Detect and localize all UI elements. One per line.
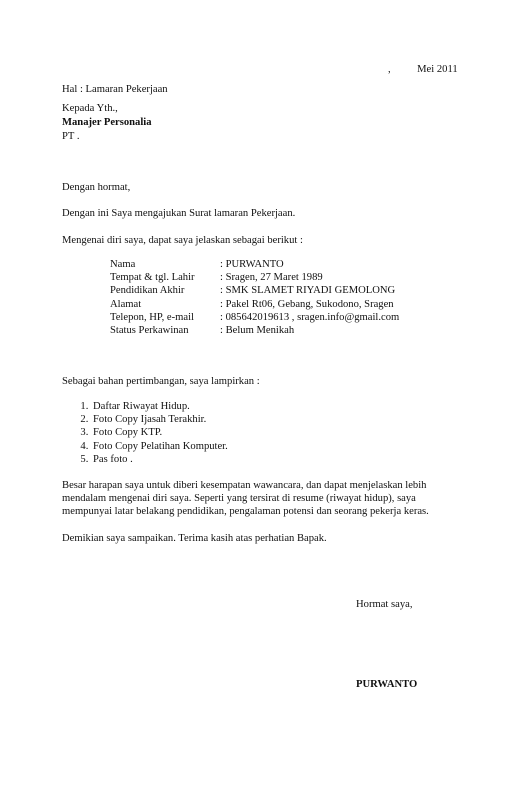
- identity-value: : Sragen, 27 Maret 1989: [220, 272, 323, 284]
- identity-label: Tempat & tgl. Lahir: [110, 272, 195, 284]
- identity-value: : SMK SLAMET RIYADI GEMOLONG: [220, 285, 396, 297]
- identity-label: Pendidikan Akhir: [110, 285, 185, 297]
- identity-row-name: [110, 258, 399, 271]
- body-line: mempunyai latar belakang pendidikan, pengalaman potensi dan seorang pekerja keras.: [62, 506, 429, 518]
- attachments-list-wrap: [75, 400, 228, 466]
- attachments-list: [75, 400, 228, 466]
- attachment-item: 1. Daftar Riwayat Hidup.: [91, 400, 228, 413]
- letter-subject: Hal : Lamaran Pekerjaan: [62, 84, 168, 95]
- addressee-to: Kepada Yth.,: [62, 103, 118, 114]
- attachments-intro: Sebagai bahan pertimbangan, saya lampirkan :: [62, 376, 260, 387]
- identity-value: : Pakel Rt06, Gebang, Sukodono, Sragen: [220, 298, 394, 310]
- body-line: Besar harapan saya untuk diberi kesempatan wawancara, dan dapat menjelaskan lebih: [62, 480, 427, 491]
- identity-value: : 085642019613 , sragen.info@gmail.com: [220, 311, 400, 323]
- identity-row-address: [110, 298, 399, 311]
- letter-date: , Mei 2011: [388, 64, 458, 75]
- attachment-item: 3. Foto Copy KTP.: [91, 426, 228, 439]
- identity-row-contact: [110, 311, 399, 324]
- identity-value: : Belum Menikah: [220, 325, 295, 337]
- addressee-name: Manajer Personalia: [62, 117, 152, 128]
- closing: Hormat saya,: [356, 599, 413, 610]
- closing-statement: Demikian saya sampaikan. Terima kasih atas perhatian Bapak.: [62, 533, 327, 544]
- identity-label: Status Perkawinan: [110, 325, 189, 337]
- signature-name: PURWANTO: [356, 679, 418, 690]
- body-line: mendalam mengenai diri saya. Seperti yang tersirat di resume (riwayat hidup), saya: [62, 493, 416, 505]
- attachment-item: 4. Foto Copy Pelatihan Komputer.: [91, 440, 228, 453]
- identity-label: Telepon, HP, e-mail: [110, 311, 194, 323]
- identity-row-birth: [110, 271, 399, 284]
- body-paragraph: [62, 479, 429, 519]
- identity-value: : PURWANTO: [220, 259, 284, 270]
- identity-row-marital: [110, 324, 399, 337]
- intro-line: Dengan ini Saya mengajukan Surat lamaran Pekerjaan.: [62, 208, 296, 219]
- attachment-item: 5. Pas foto .: [91, 453, 228, 466]
- identity-table: [110, 258, 399, 337]
- identity-row-education: [110, 284, 399, 297]
- attachment-item: 2. Foto Copy Ijasah Terakhir.: [91, 413, 228, 426]
- identity-intro: Mengenai diri saya, dapat saya jelaskan sebagai berikut :: [62, 235, 303, 246]
- salutation: Dengan hormat,: [62, 182, 131, 193]
- addressee-company: PT .: [62, 131, 80, 142]
- identity-label: Nama: [110, 259, 136, 270]
- identity-label: Alamat: [110, 298, 142, 310]
